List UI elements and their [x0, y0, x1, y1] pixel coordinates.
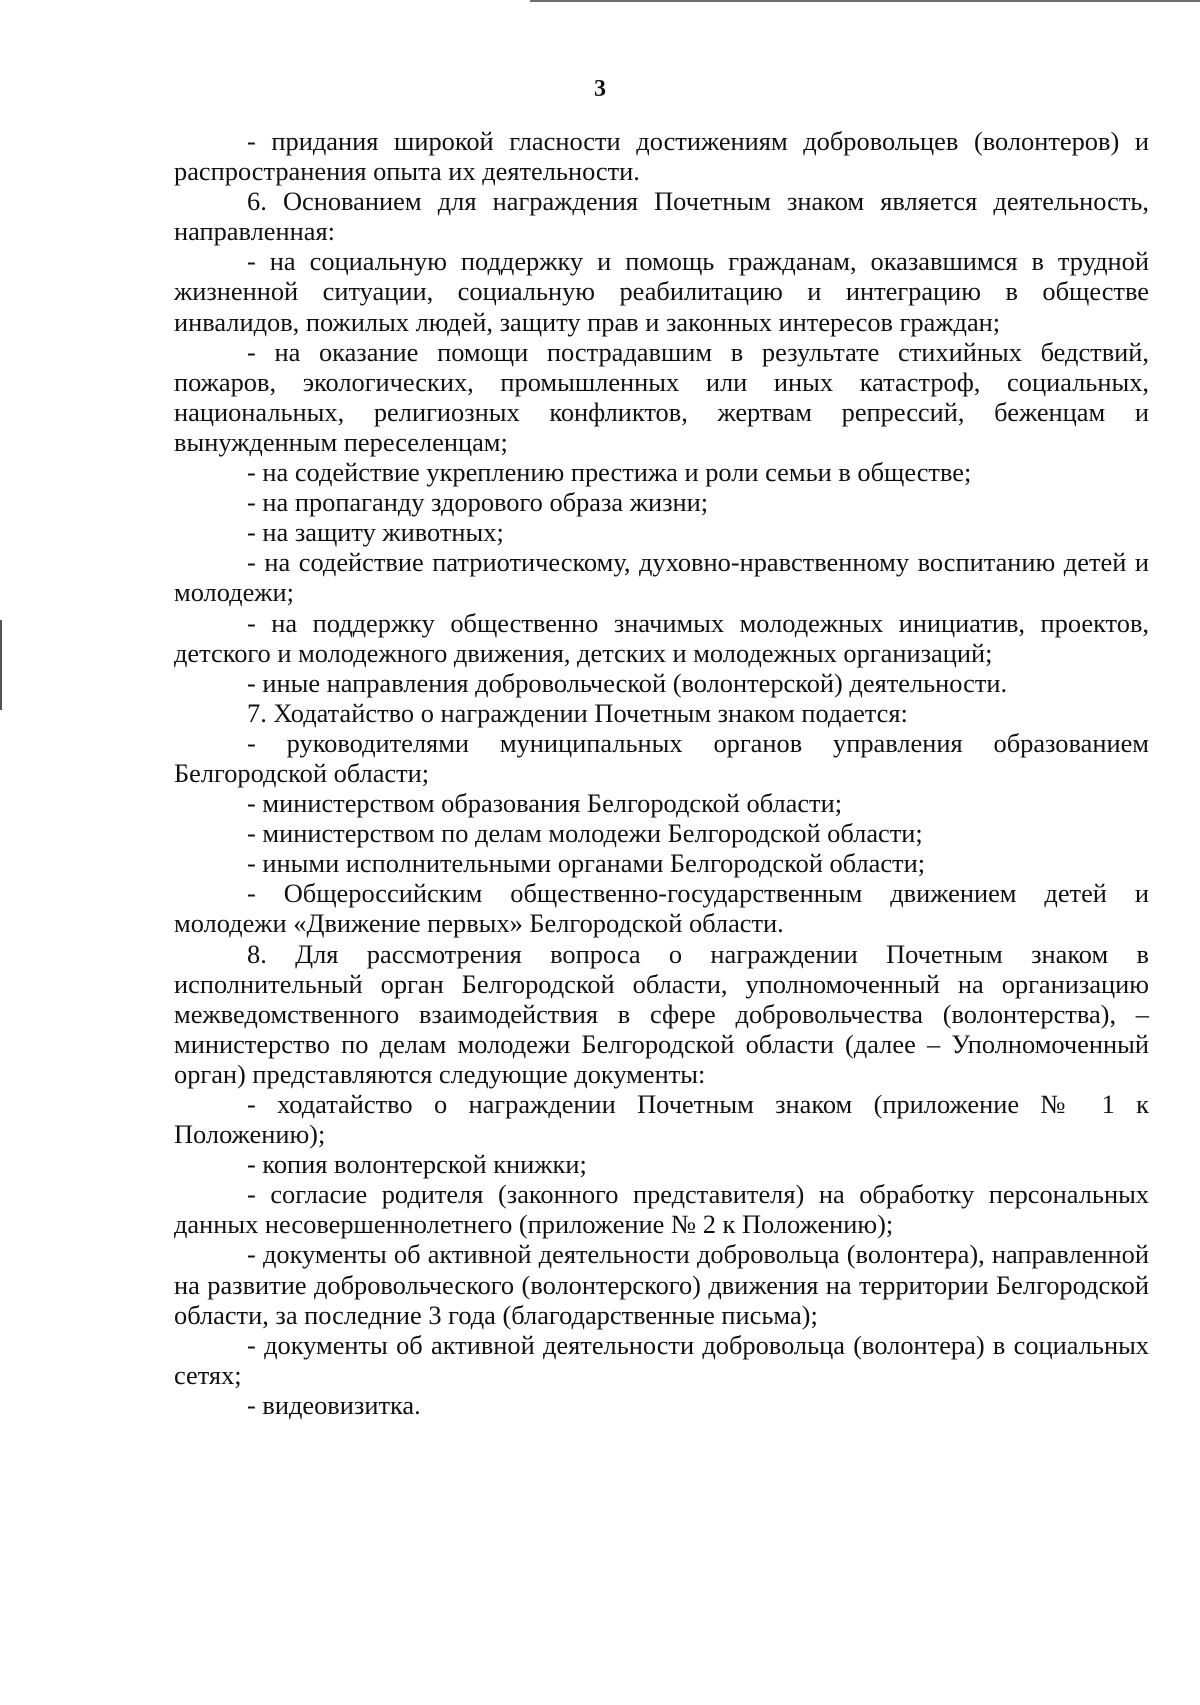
paragraph-petition-doc: - ходатайство о награждении Почетным знаком (приложение № 1 к Положению); [174, 1089, 1149, 1150]
paragraph-section-8: 8. Для рассмотрения вопроса о награждении Почетным знаком в исполнительный орган Белгородской области, уполномоченный на организацию межведомственного взаимодействия в сфере добровольчества (волонтерства), – министерство по делам молодежи Белгородской области (далее – Уполномоченный орган) представляются следующие документы: [174, 938, 1149, 1089]
scan-edge-line [530, 0, 1200, 2]
page-number: 3 [594, 76, 606, 102]
paragraph-animal-protection: - на защиту животных; [247, 517, 504, 548]
paragraph-patriotic-education: - на содействие патриотическому, духовно-нравственному воспитанию детей и молодежи; [174, 547, 1149, 608]
paragraph-social-support: - на социальную поддержку и помощь гражданам, оказавшимся в трудной жизненной ситуации, социальную реабилитацию и интеграцию в обществе инвалидов, пожилых людей, защиту прав и законных интересов граждан; [174, 246, 1149, 337]
paragraph-youth-ministry: - министерством по делам молодежи Белгородской области; [247, 818, 923, 849]
paragraph-activity-documents: - документы об активной деятельности добровольца (волонтера), направленной на развитие добровольческого (волонтерского) движения на территории Белгородской области, за последние 3 года (благодарственные письма); [174, 1239, 1149, 1330]
document-body [174, 126, 1149, 1420]
paragraph-section-7-heading: 7. Ходатайство о награждении Почетным знаком подается: [247, 697, 908, 728]
paragraph-youth-initiatives: - на поддержку общественно значимых молодежных инициатив, проектов, детского и молодежного движения, детских и молодежных организаций; [174, 607, 1149, 668]
scan-margin-mark [0, 620, 2, 710]
paragraph-publicity: - придания широкой гласности достижениям добровольцев (волонтеров) и распространения опыта их деятельности. [174, 126, 1149, 187]
paragraph-social-media-documents: - документы об активной деятельности добровольца (волонтера) в социальных сетях; [174, 1329, 1149, 1390]
paragraph-movement-of-first: - Общероссийским общественно-государственным движением детей и молодежи «Движение первых» Белгородской области. [174, 878, 1149, 939]
paragraph-education-ministry: - министерством образования Белгородской области; [247, 788, 843, 819]
paragraph-video-card: - видеовизитка. [247, 1389, 421, 1420]
paragraph-municipal-heads: - руководителями муниципальных органов управления образованием Белгородской области; [174, 727, 1149, 788]
paragraph-other-executive-bodies: - иными исполнительными органами Белгородской области; [247, 848, 926, 879]
paragraph-healthy-lifestyle: - на пропаганду здорового образа жизни; [247, 487, 709, 518]
paragraph-other-directions: - иные направления добровольческой (волонтерской) деятельности. [247, 667, 1008, 698]
paragraph-volunteer-book: - копия волонтерской книжки; [247, 1149, 587, 1180]
paragraph-section-6-heading: 6. Основанием для награждения Почетным знаком является деятельность, направленная: [174, 186, 1149, 247]
paragraph-family-prestige: - на содействие укреплению престижа и роли семьи в обществе; [247, 457, 972, 488]
paragraph-disaster-help: - на оказание помощи пострадавшим в результате стихийных бедствий, пожаров, экологических, промышленных или иных катастроф, социальных, национальных, религиозных конфликтов, жертвам репрессий, беженцам и вынужденным переселенцам; [174, 336, 1149, 457]
paragraph-parental-consent: - согласие родителя (законного представителя) на обработку персональных данных несовершеннолетнего (приложение № 2 к Положению); [174, 1179, 1149, 1240]
